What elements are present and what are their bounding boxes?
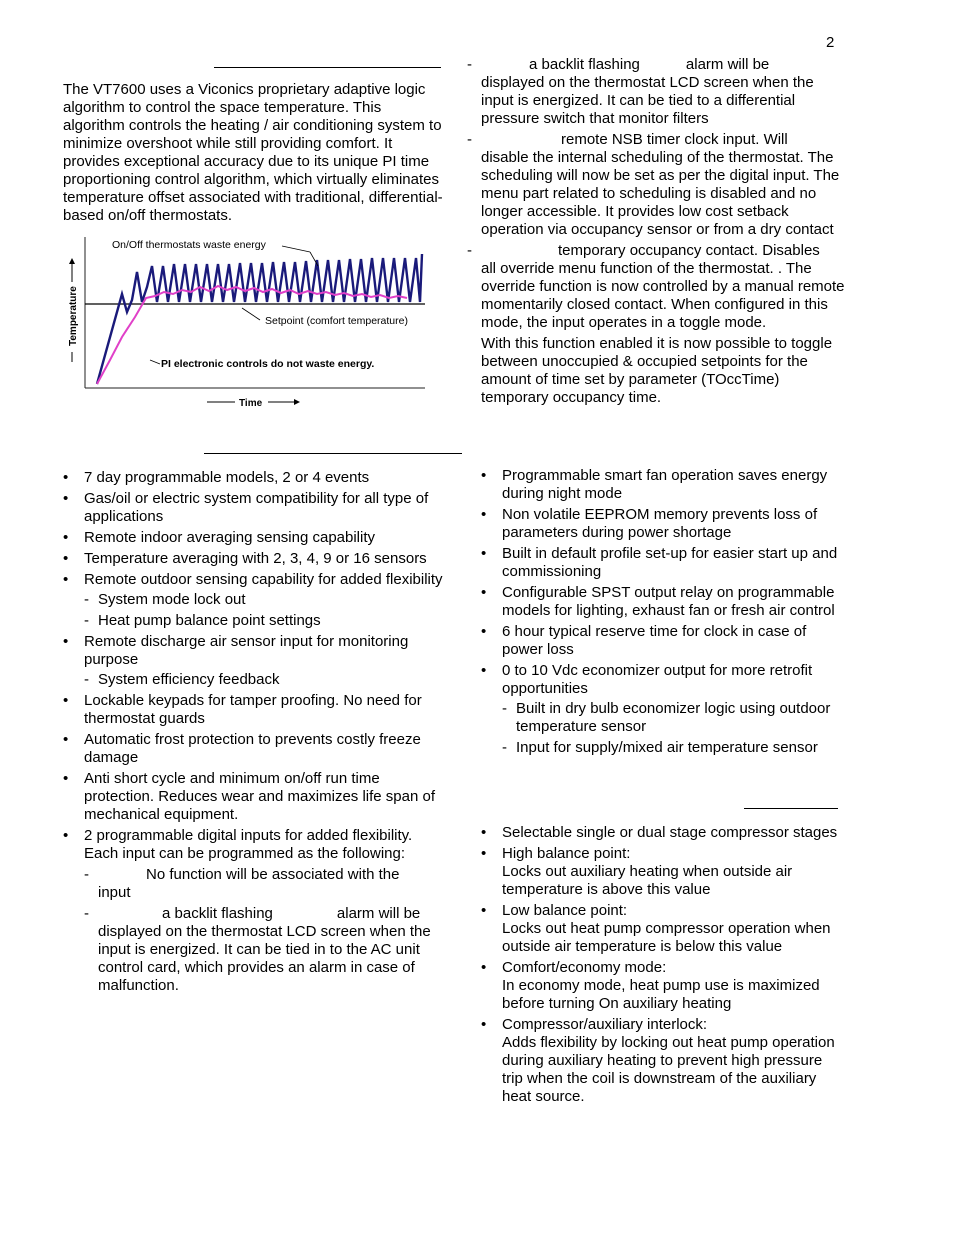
none-option-text: input bbox=[98, 884, 131, 901]
sub-feature-item: - System mode lock out bbox=[84, 591, 443, 609]
section-heading-rule bbox=[214, 67, 441, 68]
heat-pump-item: • High balance point: Locks out auxiliary heating when outside air temperature is above this value bbox=[481, 845, 846, 899]
feature-item: • Temperature averaging with 2, 3, 4, 9 or 16 sensors bbox=[63, 550, 443, 568]
label-onoff: On/Off thermostats waste energy bbox=[112, 239, 266, 251]
input-option-ac-alarm: - a backlit flashing alarm will be displayed on the thermostat LCD screen when the input is energized. It can be tied in to the AC unit control card, which provides an alarm in case of malfunction. bbox=[84, 905, 443, 995]
input-option-occupancy: - temporary occupancy contact. Disables all override menu function of the thermostat. . The override function is now controlled by a manual remote momentarily closed contact. When configured in this mode, the input operates in a toggle mode. With this function enabled it is now possible to toggle between unoccupied & occupied setpoints for the amount of time set by parameter (TOccTime) temporary occupancy time. bbox=[467, 242, 847, 407]
heat-pump-feature-list bbox=[481, 824, 846, 1109]
right-feature-list bbox=[481, 467, 846, 760]
feature-item: • Automatic frost protection to prevents costly freeze damage bbox=[63, 731, 443, 767]
remote-nsb-text: disable the internal scheduling of the thermostat. The scheduling will now be set as per the digital input. The menu part related to scheduling is disabled and no longer accessible. It provides low cost setback operation via occupancy sensor or from a dry contact bbox=[481, 149, 840, 238]
sub-feature-item: - Input for supply/mixed air temperature sensor bbox=[502, 739, 846, 757]
heat-pump-item: • Comfort/economy mode: In economy mode, heat pump use is maximized before turning On auxiliary heating bbox=[481, 959, 846, 1013]
occupancy-text: all override menu function of the thermostat. . The override function is now controlled by a manual remote momentarily closed contact. When configured in this mode, the input operates in a toggle mode. bbox=[481, 260, 845, 331]
feature-item: • Lockable keypads for tamper proofing. No need for thermostat guards bbox=[63, 692, 443, 728]
remote-nsb-lead: remote NSB timer clock input. Will bbox=[561, 131, 788, 148]
filter-alarm-lead: a backlit flashing bbox=[529, 56, 640, 73]
none-option-lead: No function will be associated with the bbox=[146, 866, 400, 883]
heat-pump-item: • Low balance point: Locks out heat pump compressor operation when outside air temperature is below this value bbox=[481, 902, 846, 956]
filter-alarm-text: displayed on the thermostat LCD screen when the input is energized. It can be tied to a differential pressure switch that monitor filters bbox=[481, 74, 814, 127]
occupancy-extra-text: With this function enabled it is now possible to toggle between unoccupied & occupied setpoints for the amount of time set by parameter (TOccTime) temporary occupancy time. bbox=[481, 335, 833, 406]
heat-pump-heading-rule bbox=[744, 808, 838, 809]
feature-item: • Programmable smart fan operation saves energy during night mode bbox=[481, 467, 846, 503]
feature-item: • Remote outdoor sensing capability for added flexibility - System mode lock out - Heat pump balance point settings bbox=[63, 571, 443, 630]
intro-paragraph: The VT7600 uses a Viconics proprietary adaptive logic algorithm to control the space temperature. This algorithm controls the heating / air conditioning system to minimize overshoot while still providing comfort. It provides exceptional accuracy due to its unique PI time proportioning control algorithm, which virtually eliminates temperature offset associated with traditional, differential-based on/off thermostats. bbox=[63, 81, 443, 224]
left-feature-list bbox=[63, 469, 443, 998]
page-number: 2 bbox=[826, 34, 835, 51]
sub-feature-item: - Heat pump balance point settings bbox=[84, 612, 443, 630]
feature-item: • Gas/oil or electric system compatibility for all type of applications bbox=[63, 490, 443, 526]
right-input-options bbox=[467, 56, 847, 407]
feature-item: • 2 programmable digital inputs for added flexibility. Each input can be programmed as the following: - No function will be associated with the input - a backlit flashing alarm will be displayed on the thermostat LCD screen when the input is energized. It can be tied in to the AC unit control card, which provides an alarm in case of malfunction. bbox=[63, 827, 443, 995]
feature-item: • 0 to 10 Vdc economizer output for more retrofit opportunities - Built in dry bulb economizer logic using outdoor temperature sensor - Input for supply/mixed air temperature sensor bbox=[481, 662, 846, 757]
x-axis-label: Time bbox=[239, 398, 263, 409]
feature-item: • 7 day programmable models, 2 or 4 events bbox=[63, 469, 443, 487]
energy-comparison-figure bbox=[60, 232, 440, 412]
sub-feature-item: - Built in dry bulb economizer logic using outdoor temperature sensor bbox=[502, 700, 846, 736]
input-option-none: - No function will be associated with the input bbox=[84, 866, 443, 902]
label-pi: PI electronic controls do not waste energy. bbox=[161, 358, 375, 370]
feature-item: • Non volatile EEPROM memory prevents loss of parameters during power shortage bbox=[481, 506, 846, 542]
heat-pump-item: • Compressor/auxiliary interlock: Adds flexibility by locking out heat pump operation during auxiliary heating to prevent high pressure trip when the coil is downstream of the auxiliary heat source. bbox=[481, 1016, 846, 1106]
occupancy-lead: temporary occupancy contact. Disables bbox=[558, 242, 820, 259]
ac-alarm-lead: a backlit flashing bbox=[162, 905, 273, 922]
input-option-remote-nsb: - remote NSB timer clock input. Will disable the internal scheduling of the thermostat. The scheduling will now be set as per the digital input. The menu part related to scheduling is disabled and no longer accessible. It provides low cost setback operation via occupancy sensor or from a dry contact bbox=[467, 131, 847, 239]
feature-item: • Remote indoor averaging sensing capability bbox=[63, 529, 443, 547]
input-option-filter-alarm: - a backlit flashing alarm will be displayed on the thermostat LCD screen when the input is energized. It can be tied to a differential pressure switch that monitor filters bbox=[467, 56, 847, 128]
label-setpoint: Setpoint (comfort temperature) bbox=[265, 315, 408, 327]
ac-alarm-mid: alarm will be bbox=[336, 905, 421, 922]
feature-item: • Remote discharge air sensor input for monitoring purpose - System efficiency feedback bbox=[63, 633, 443, 689]
feature-item: • Anti short cycle and minimum on/off run time protection. Reduces wear and maximizes life span of mechanical equipment. bbox=[63, 770, 443, 824]
feature-item: • Configurable SPST output relay on programmable models for lighting, exhaust fan or fresh air control bbox=[481, 584, 846, 620]
y-axis-label: Temperature bbox=[68, 286, 79, 346]
sub-feature-item: - System efficiency feedback bbox=[84, 671, 443, 689]
feature-item: • Built in default profile set-up for easier start up and commissioning bbox=[481, 545, 846, 581]
features-heading-rule bbox=[204, 453, 462, 454]
heat-pump-item: • Selectable single or dual stage compressor stages bbox=[481, 824, 846, 842]
ac-alarm-text: displayed on the thermostat LCD screen when the input is energized. It can be tied in to the AC unit control card, which provides an alarm in case of malfunction. bbox=[98, 923, 431, 994]
filter-alarm-mid: alarm will be bbox=[685, 56, 770, 73]
feature-item: • 6 hour typical reserve time for clock in case of power loss bbox=[481, 623, 846, 659]
